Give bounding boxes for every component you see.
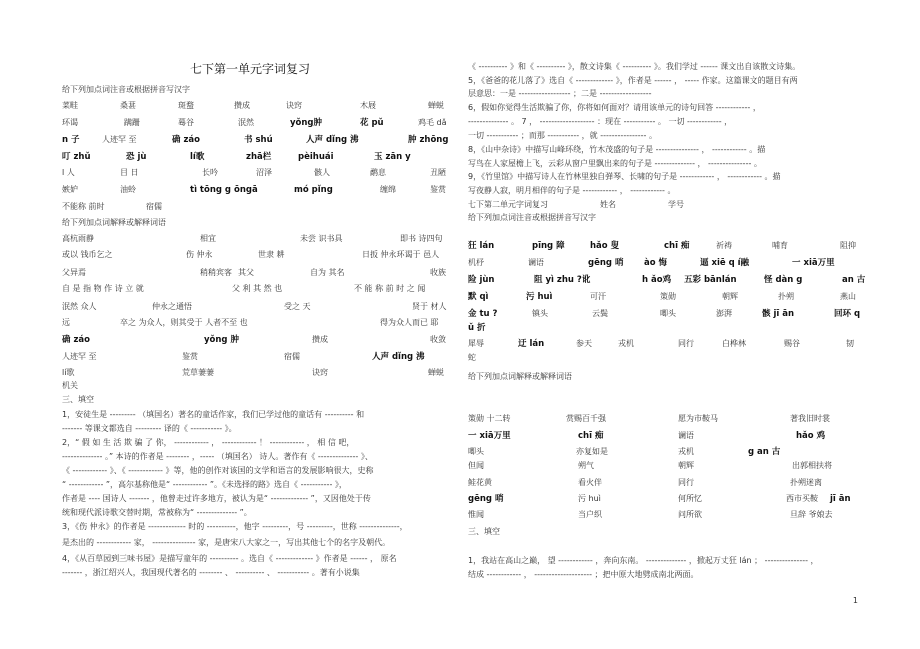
pinyin-item: hǎo 鸡	[796, 431, 826, 441]
vocab-item: 仲永之通悟	[152, 302, 192, 311]
student-id-label: 学号	[668, 200, 684, 209]
vocab-item: 远	[62, 318, 70, 327]
fill-line: 1，我站在高山之巅， 望 ------------ ，奔向东南。 -------------- ，掀起万丈狂 lán ； --------------- ，	[468, 556, 819, 565]
pinyin-item: yǒng肿	[290, 118, 323, 128]
vocab-item: 卒之 为众人，则其受于 人者不至 也	[120, 318, 248, 327]
fill-line: 结成 ------------ ， -------------------- ；把中原大地劈成南北两面。	[468, 570, 699, 579]
fill-line: 1，安徒生是 --------- （填国名）著名的童话作家，我们已学过他的童话有 ---------- 和	[62, 410, 365, 419]
vocab-item: 扑朔迷离	[790, 478, 822, 487]
section-instruction: 给下列加点词解释或解释词语	[62, 218, 166, 227]
pinyin-item: pèihuái	[298, 152, 334, 162]
fill-line: -------------- 。 7 ， ------------------- ：现在 ----------- 。 一切 ------------ ，	[468, 117, 733, 126]
vocab-item: 蛇	[468, 353, 476, 362]
vocab-item: 戎机	[678, 447, 694, 456]
vocab-item: 泯然 众人	[62, 302, 97, 311]
vocab-item: 唧头	[660, 309, 676, 318]
vocab-item: 同行	[678, 339, 694, 348]
page-number: 1	[852, 596, 858, 605]
pinyin-item: gēng 哨	[588, 258, 624, 268]
pinyin-item: chī 痴	[664, 241, 690, 251]
vocab-item: 未尝 识书具	[300, 234, 343, 243]
vocab-item: 伤 仲永	[186, 250, 213, 259]
pinyin-item: 人声 dǐng 沸	[372, 352, 425, 362]
vocab-item: 愿为市鞍马	[678, 414, 718, 423]
vocab-item: 自为 其名	[310, 268, 345, 277]
pinyin-item: tì tōng g ōngā	[190, 185, 258, 195]
vocab-item: 鸡毛 dǎ	[418, 118, 447, 127]
vocab-item: 世隶 耕	[258, 250, 285, 259]
vocab-item: l 人	[62, 168, 75, 177]
pinyin-item: 逼 xiē q í融	[700, 258, 750, 268]
vocab-item: 谰语	[528, 258, 544, 267]
vocab-item: 目 日	[120, 168, 139, 177]
vocab-item: 但闻	[468, 461, 484, 470]
vocab-item: 策勋	[660, 292, 676, 301]
vocab-item: 或以 钱币乞之	[62, 250, 113, 259]
vocab-item: 不能称 前时	[62, 202, 105, 211]
vocab-item: 哺育	[772, 241, 788, 250]
vocab-item: 斑蝥	[178, 101, 194, 110]
vocab-item: 自 是 指 物 作 诗 立 就	[62, 284, 144, 293]
vocab-item: 鉴赏	[182, 352, 198, 361]
vocab-item: 泯然	[238, 118, 254, 127]
vocab-item: 受之 天	[284, 302, 311, 311]
section-instruction: 给下列加点词注音或根据拼音写汉字	[62, 85, 190, 94]
fill-line: 写鸟在人家屋檐上飞，云彩从窗户里飘出来的句子是 -------------- ， --------------- 。	[468, 159, 762, 168]
vocab-item: 诀窍	[312, 368, 328, 377]
pinyin-item: 迂 lán	[518, 339, 545, 349]
vocab-item: 宿儒	[284, 352, 300, 361]
vocab-item: 唧头	[468, 447, 484, 456]
pinyin-item: zhā栏	[246, 152, 272, 162]
vocab-item: 丑陋	[430, 168, 446, 177]
vocab-item: 木屐	[360, 101, 376, 110]
vocab-item: 收敛	[430, 335, 446, 344]
vocab-item: 父异焉	[62, 268, 86, 277]
pinyin-item: 怪 dàn g	[764, 275, 803, 285]
vocab-item: 祈祷	[716, 241, 732, 250]
pinyin-item: lí歌	[190, 152, 205, 162]
vocab-item: 机关	[62, 381, 78, 390]
vocab-item: 可汗	[590, 292, 606, 301]
pinyin-item: 一 xiā万里	[468, 431, 511, 441]
fill-line: -------------- 。” 本诗的作者是 -------- ，----- （填国名） 诗人。著作有《 -------------- 》、	[62, 452, 373, 461]
page-title: 七下第一单元字词复习	[190, 62, 311, 76]
vocab-item: 旦辞 爷娘去	[790, 510, 833, 519]
vocab-item: 沼泽	[256, 168, 272, 177]
vocab-item: 桑葚	[120, 101, 136, 110]
pinyin-item: 确 záo	[172, 135, 200, 145]
vocab-item: 油蛉	[120, 185, 136, 194]
vocab-item: 著我旧时裳	[790, 414, 830, 423]
vocab-item: 菜畦	[62, 101, 78, 110]
pinyin-item: chī 痴	[578, 431, 604, 441]
vocab-item: 赏赐百千强	[566, 414, 606, 423]
vocab-item: 得为众人而已 耶	[380, 318, 439, 327]
pinyin-item: 骸 jī ān	[762, 309, 795, 319]
vocab-item: 问所欲	[678, 510, 702, 519]
fill-line: ------- 等课文都选自 --------- 译的《 ----------- 》。	[62, 424, 237, 433]
fill-line: 2，“ 假 如 生 活 欺 骗 了 你， ------------ ， ------------ ！ ------------ ， 相 信 吧，	[62, 438, 355, 447]
pinyin-item: mó pǐng	[294, 185, 333, 195]
vocab-item: 朔气	[578, 461, 594, 470]
pinyin-item: g an 古	[748, 447, 781, 457]
fill-line: 6，假如你觉得生活欺骗了你，你将如何面对？请用该单元的诗句回答 ------------ ，	[468, 103, 761, 112]
vocab-item: 污 huì	[578, 494, 601, 503]
pinyin-item: 肿 zhōng	[408, 135, 449, 145]
vocab-item: 阻抑	[840, 241, 856, 250]
section-instruction: 给下列加点词注音或根据拼音写汉字	[468, 213, 596, 222]
pinyin-item: gēng 哨	[468, 494, 504, 504]
pinyin-item: n 子	[62, 135, 80, 145]
pinyin-item: ào 悔	[644, 258, 668, 268]
pinyin-item: 五彩 bānlán	[684, 275, 737, 285]
vocab-item: 鲑花黄	[468, 478, 492, 487]
vocab-item: 韧	[846, 339, 854, 348]
vocab-item: 收族	[430, 268, 446, 277]
vocab-item: 看火伴	[578, 478, 602, 487]
vocab-item: 亦复如是	[576, 447, 608, 456]
pinyin-item: 险 jùn	[468, 275, 495, 285]
vocab-item: 云鬓	[592, 309, 608, 318]
vocab-item: 人迹罕 至	[62, 352, 97, 361]
fill-line: 一切 ----------- ；而那 ----------- ，就 ---------------- 。	[468, 131, 657, 140]
pinyin-item: 玉 zān y	[374, 152, 411, 162]
pinyin-item: 金 tu ?	[468, 309, 498, 319]
vocab-item: lí歌	[62, 368, 75, 377]
fill-line: 5，《爸爸的花儿落了》选自《 ------------- 》，作者是 ------ ， ----- 作家。这篇课文的题目有两	[468, 76, 798, 85]
pinyin-item: jī ān	[830, 494, 851, 504]
fill-line: 《 ---------- 》和《 ---------- 》，散文诗集《 ---------- 》。我们学过 ------ 课文出自该散文诗集。	[468, 62, 801, 71]
vocab-item: 日扳 仲永环谒于 邑人	[362, 250, 440, 259]
vocab-item: 高杭雨静	[62, 234, 94, 243]
vocab-item: 燕山	[840, 292, 856, 301]
vocab-item: 人迹罕 至	[102, 135, 137, 144]
fill-line: “ ------------ ”，高尔基称他是“ ------------ ”。《未选择的路》选自《 ----------- 》，	[62, 480, 347, 489]
pinyin-item: 阻 yì zhu ?讹	[534, 275, 591, 285]
pinyin-item: hǎo 叟	[590, 241, 620, 251]
pinyin-item: 一 xiā万里	[792, 258, 835, 268]
vocab-item: 不 能 称 前 时 之 闻	[354, 284, 426, 293]
vocab-item: 嫉妒	[62, 185, 78, 194]
vocab-item: 同行	[678, 478, 694, 487]
pinyin-item: 确 záo	[62, 335, 90, 345]
vocab-item: 谰语	[678, 431, 694, 440]
fill-line: 9，《竹里馆》中描写诗人在竹林里独自弹琴、长啸的句子是 ------------ ， ------------ 。描	[468, 172, 781, 181]
fill-line: 《 ------------ 》、《 ------------ 》等，他的创作对该国的文学和语言的发展影响很大，史称	[62, 466, 374, 475]
vocab-item: 策勋 十二转	[468, 414, 511, 423]
vocab-item: 镇头	[532, 309, 548, 318]
fill-line: 层意思：一是 ------------------ ；二是 ------------------	[468, 89, 652, 98]
vocab-item: 机杼	[468, 258, 484, 267]
vocab-item: 攒成	[234, 101, 250, 110]
pinyin-item: ǔ 折	[468, 323, 486, 333]
vocab-item: 诀窍	[286, 101, 302, 110]
fill-line: 作者是 ---- 国诗人 ------- ，他曾走过许多地方，被认为是“ ------------- ”，又因他处于传	[62, 494, 371, 503]
name-label: 姓名	[600, 200, 616, 209]
vocab-item: 参天	[576, 339, 592, 348]
vocab-item: 扑朔	[778, 292, 794, 301]
fill-line: 3，《伤 仲永》的作者是 ------------- 时的 ----------，他字 ---------，号 ---------，世称 --------------，	[62, 522, 408, 531]
vocab-item: 澎湃	[716, 309, 732, 318]
vocab-item: 西市买鞍	[786, 494, 818, 503]
vocab-item: 即书 诗四句	[400, 234, 443, 243]
pinyin-item: 叮 zhǔ	[62, 152, 91, 162]
pinyin-item: 污 huì	[526, 292, 553, 302]
vocab-item: 稍稍宾客	[200, 268, 232, 277]
pinyin-item: pīng 障	[532, 241, 565, 251]
pinyin-item: 回环 q	[834, 309, 861, 319]
vocab-item: 蝉蜕	[428, 101, 444, 110]
vocab-item: 缠绵	[380, 185, 396, 194]
vocab-item: 荒草萋萋	[182, 368, 214, 377]
pinyin-item: 花 pǔ	[360, 118, 384, 128]
vocab-item: 骸人	[314, 168, 330, 177]
pinyin-item: an 古	[842, 275, 866, 285]
vocab-item: 惟闻	[468, 510, 484, 519]
pinyin-item: 狂 lán	[468, 241, 495, 251]
vocab-item: 相宜	[200, 234, 216, 243]
pinyin-item: 人声 dǐng 沸	[306, 135, 359, 145]
section-heading: 三、填空	[468, 527, 500, 536]
vocab-item: 父 利 其 然 也	[232, 284, 283, 293]
fill-line: 是杰出的 ------------ 家， --------------- 家，是唐宋八大家之一，写出其他七个的名字及朝代。	[62, 538, 391, 547]
fill-line: 4，《从百草园到三味书屋》是描写童年的 ---------- 。选自《 ------------- 》作者是 ------ ， 原名	[62, 554, 397, 563]
vocab-item: 犀辱	[468, 339, 484, 348]
vocab-item: 环谒	[62, 118, 78, 127]
pinyin-item: 书 shú	[244, 135, 273, 145]
vocab-item: 白桦林	[722, 339, 746, 348]
vocab-item: 出郭相扶将	[792, 461, 832, 470]
vocab-item: 贤于 材人	[412, 302, 447, 311]
vocab-item: 宿儒	[146, 202, 162, 211]
fill-line: ------- ，浙江绍兴人，我国现代著名的 -------- 、 ---------- 、 ----------- 。著有小说集	[62, 568, 360, 577]
section-instruction: 给下列加点词解释或解释词语	[468, 372, 572, 381]
vocab-item: 何所忆	[678, 494, 702, 503]
vocab-item: 蹒跚	[124, 118, 140, 127]
vocab-item: 其父	[238, 268, 254, 277]
vocab-item: 鉴赏	[430, 185, 446, 194]
fill-line: 统和现代派诗歌交替时期，常被称为“ -------------- ”。	[62, 508, 252, 517]
section-title: 七下第二单元字词复习	[468, 200, 548, 209]
vocab-item: 蓦谷	[178, 118, 194, 127]
vocab-item: 蝉蜕	[428, 368, 444, 377]
vocab-item: 朝辉	[722, 292, 738, 301]
pinyin-item: 恐 jù	[126, 152, 147, 162]
vocab-item: 当户织	[578, 510, 602, 519]
pinyin-item: h ǎo鸡	[642, 275, 672, 285]
fill-line: 8，《山中杂诗》中描写山峰环绕，竹木茂盛的句子是 --------------- ， ------------ 。描	[468, 145, 766, 154]
vocab-item: 鹬息	[370, 168, 386, 177]
vocab-item: 朝辉	[678, 461, 694, 470]
vocab-item: 戎机	[618, 339, 634, 348]
vocab-item: 长吟	[202, 168, 218, 177]
vocab-item: 攒成	[312, 335, 328, 344]
pinyin-item: 默 qì	[468, 292, 489, 302]
fill-line: 写夜静人寂，明月相伴的句子是 ------------ ， ------------ 。	[468, 186, 676, 195]
pinyin-item: yǒng 肿	[204, 335, 239, 345]
vocab-item: 赐谷	[784, 339, 800, 348]
section-heading: 三、填空	[62, 395, 94, 404]
